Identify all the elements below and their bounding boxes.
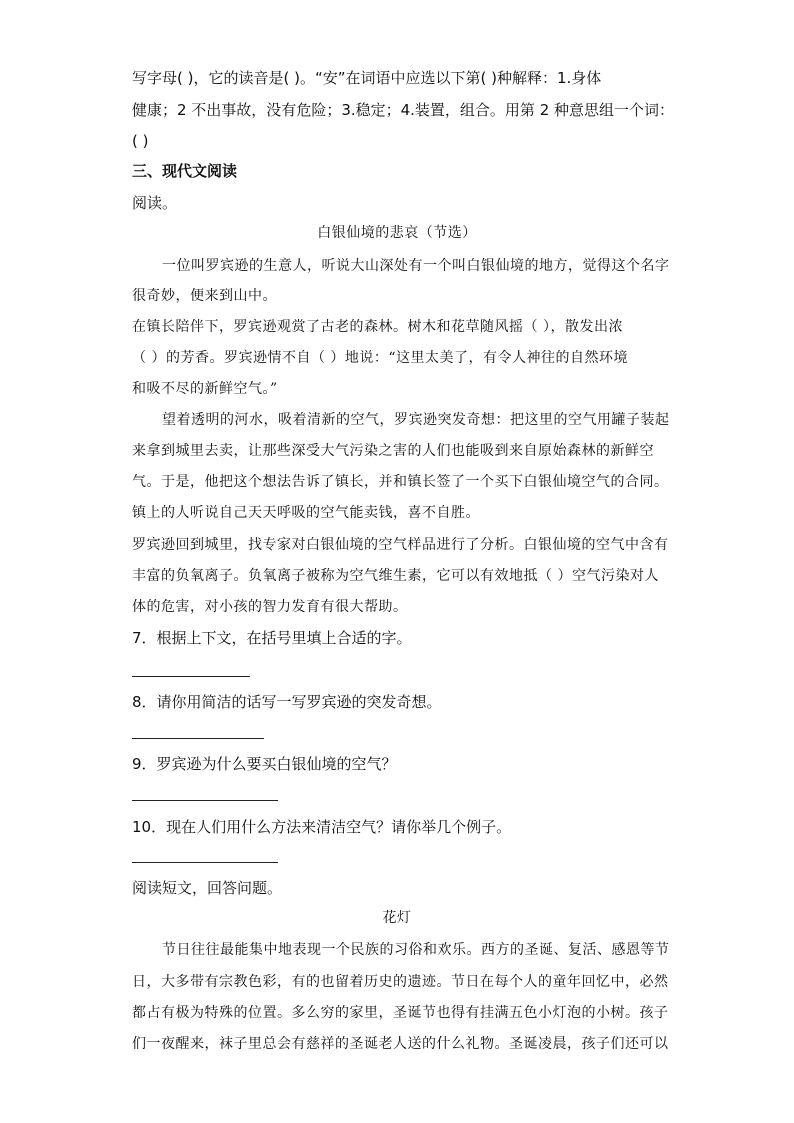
passage2-line: 日，大多带有宗教色彩，有的也留着历史的遗迹。节日在每个人的童年回忆中，必然 bbox=[132, 974, 669, 990]
question-text-line-3: ( ) bbox=[132, 132, 149, 150]
passage1-line: 气。于是，他把这个想法告诉了镇长，并和镇长签了一个买下白银仙境空气的合同。 bbox=[132, 474, 669, 490]
question-9: 9．罗宾逊为什么要买白银仙境的空气？ bbox=[132, 755, 397, 773]
passage2-instruction: 阅读短文，回答问题。 bbox=[132, 879, 283, 897]
passage1-title: 白银仙境的悲哀（节选） bbox=[317, 225, 477, 241]
passage1-line: 和吸不尽的新鲜空气。” bbox=[132, 381, 278, 397]
passage2-line: 节日往往最能集中地表现一个民族的习俗和欢乐。西方的圣诞、复活、感恩等节 bbox=[162, 942, 670, 958]
passage1-line: 在镇长陪伴下，罗宾逊观赏了古老的森林。树木和花草随风摇（ ），散发出浓 bbox=[132, 319, 623, 335]
passage1-line: 罗宾逊回到城里，找专家对白银仙境的空气样品进行了分析。白银仙境的空气中含有 bbox=[132, 537, 669, 553]
passage1-line: 来拿到城里去卖，让那些深受大气污染之害的人们也能吸到来自原始森林的新鲜空 bbox=[132, 443, 654, 459]
passage1-line: 丰富的负氧离子。负氧离子被称为空气维生素，它可以有效地抵（ ）空气污染对人 bbox=[132, 568, 659, 584]
answer-line-7[interactable] bbox=[132, 676, 250, 677]
answer-line-9[interactable] bbox=[132, 800, 278, 801]
passage1-line: 镇上的人听说自己天天呼吸的空气能卖钱，喜不自胜。 bbox=[132, 505, 480, 521]
question-7: 7．根据上下文，在括号里填上合适的字。 bbox=[132, 629, 412, 647]
question-text-line-2: 健康；2 不出事故，没有危险；3.稳定；4.装置，组合。用第 2 种意思组一个词： bbox=[132, 101, 675, 119]
section-instruction: 阅读。 bbox=[132, 194, 178, 212]
passage2-line: 都占有极为特殊的位置。多么穷的家里，圣诞节也得有挂满五色小灯泡的小树。孩子 bbox=[132, 1005, 669, 1021]
passage1-line: 望着透明的河水，吸着清新的空气，罗宾逊突发奇想：把这里的空气用罐子装起 bbox=[162, 412, 670, 428]
answer-line-10[interactable] bbox=[132, 862, 278, 863]
passage2-title: 花灯 bbox=[382, 910, 412, 926]
answer-line-8[interactable] bbox=[132, 738, 264, 739]
passage2-line: 们一夜醒来，袜子里总会有慈祥的圣诞老人送的什么礼物。圣诞凌晨，孩子们还可以 bbox=[132, 1036, 669, 1052]
passage1-line: 很奇妙，便来到山中。 bbox=[132, 288, 277, 304]
passage1-line: 一位叫罗宾逊的生意人，听说大山深处有一个叫白银仙境的地方，觉得这个名字 bbox=[162, 258, 670, 274]
question-8: 8．请你用简洁的话写一写罗宾逊的突发奇想。 bbox=[132, 693, 442, 711]
section-heading: 三、现代文阅读 bbox=[132, 162, 238, 180]
question-text-line-1: 写字母( )，它的读音是( )。“安”在词语中应选以下第( )种解释：1.身体 bbox=[132, 69, 602, 87]
passage1-line: 体的危害，对小孩的智力发育有很大帮助。 bbox=[132, 599, 408, 615]
passage1-line: （ ）的芳香。罗宾逊情不自（ ）地说：“这里太美了，有令人神往的自然环境 bbox=[132, 350, 629, 366]
question-10: 10．现在人们用什么方法来清洁空气？请你举几个例子。 bbox=[132, 818, 512, 836]
